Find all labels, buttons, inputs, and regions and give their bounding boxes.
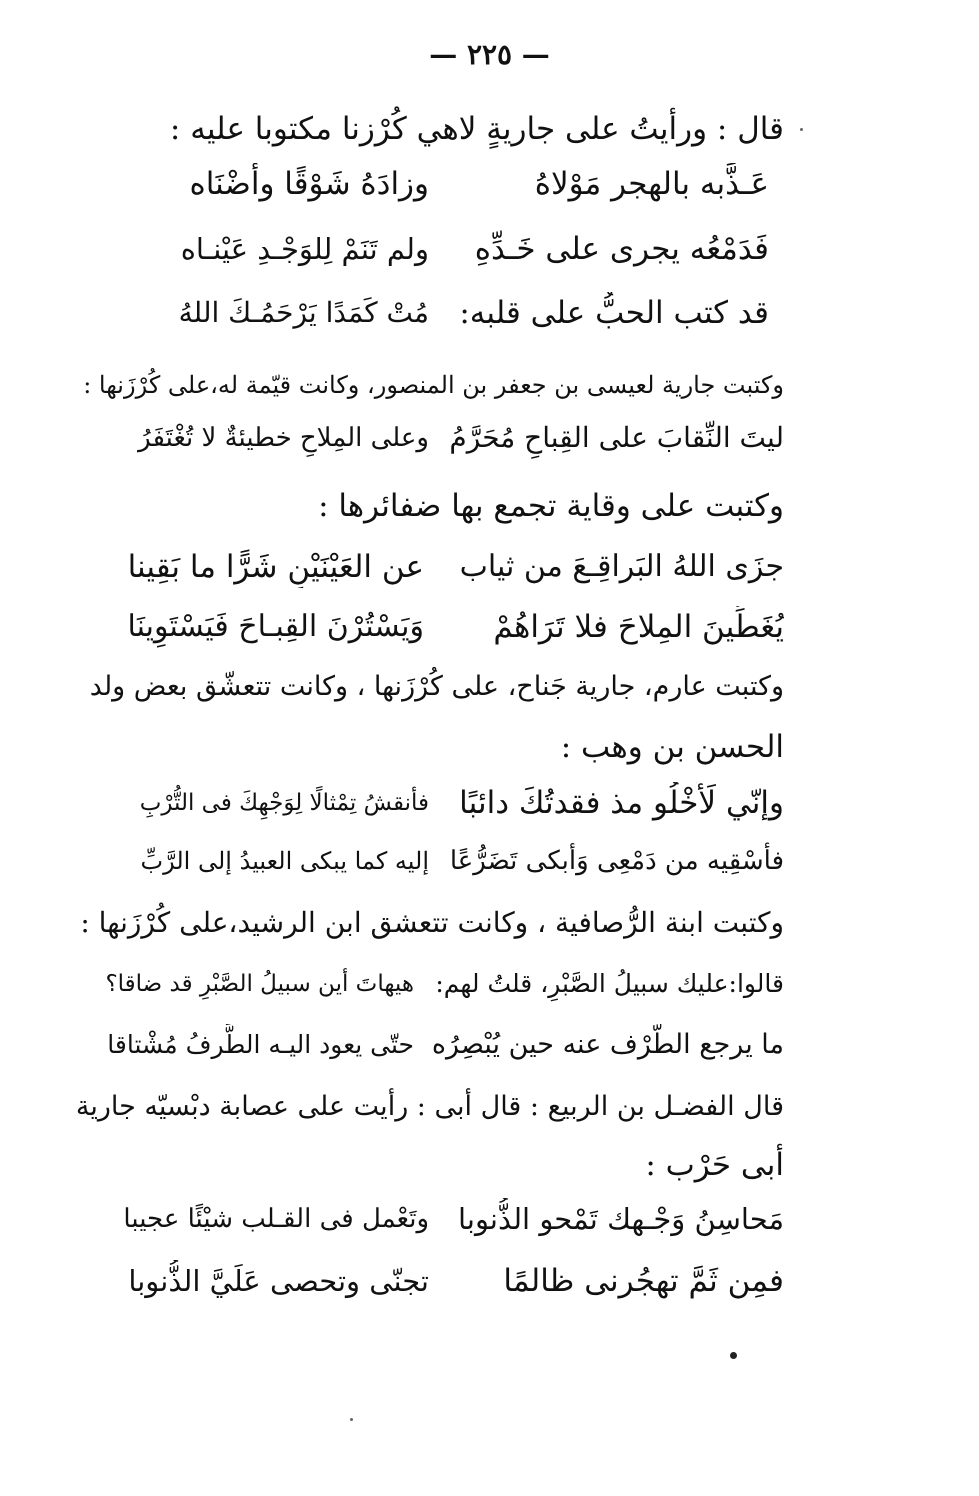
verse-first-hemistich: جزَى اللهُ البَراقِـعَ من ثياب (459, 549, 784, 584)
verse-first-hemistich: قالوا:عليك سبيلُ الصَّبْرِ، قلتُ لهم: (435, 969, 784, 998)
prose-line: وكتبت على وقاية تجمع بها ضفائرها : (318, 488, 784, 524)
verse-line (124, 546, 784, 588)
verse-second-hemistich: فأنقشُ تِمْثالًا لِوَجْهِكَ فى التُّرْبِ (139, 790, 429, 816)
verse-first-hemistich: قد كتب الحبُّ على قلبه: (459, 295, 769, 331)
prose-line: قال : ورأيتُ على جاريةٍ لاهي كُرْزنا مكتوبا عليه : (169, 111, 784, 147)
verse-first-hemistich: فَدَمْعُه يجرى على خَـدِّهِ (474, 231, 769, 267)
ink-speck (350, 1418, 353, 1421)
verse-line (129, 417, 784, 459)
verse-first-hemistich: فمِن ثَمَّ تهجُرنى ظالمًا (503, 1263, 784, 1299)
verse-first-hemistich: ليتَ النِّقابَ على القِباحِ مُحَرَّمُ (449, 421, 784, 454)
verse-second-hemistich: وزادَهُ شَوْقًا وأضْنَاه (189, 166, 429, 202)
page-number: — ٢٢٥ — (429, 38, 550, 71)
prose-line: وكتبت جارية لعيسى بن جعفر بن المنصور، وكانت قيّمة له،على كُرْزَنها : (83, 371, 784, 399)
verse-second-hemistich: إليه كما يبكى العبيدُ إلى الرَّبِّ (140, 847, 429, 875)
verse-first-hemistich: عَـذَّبه بالهجر مَوْلاهُ (534, 166, 769, 202)
verse-line (119, 1260, 784, 1302)
verse-first-hemistich: وإنّي لَأَخْلُو مذ فقدتُكَ دائبًا (459, 785, 784, 821)
prose-line: وكتبت ابنة الرُّصافية ، وكانت تتعشق ابن الرشيد،على كُرْزَنها : (80, 906, 784, 939)
prose-line: الحسن بن وهب : (560, 729, 784, 765)
verse-line (104, 1024, 784, 1066)
verse-second-hemistich: وَيَسْتُرْنَ القِبـاحَ فَيَسْتَوِينَا (127, 609, 424, 644)
verse-second-hemistich: مُتْ كَمَدًا يَرْحَمُـكَ اللهُ (179, 296, 429, 329)
verse-line (124, 606, 784, 648)
verse-line (129, 840, 784, 882)
verse-line (179, 292, 769, 334)
verse-second-hemistich: عن العَيْنَيْنِ شَرًّا ما بَقِينا (127, 549, 424, 585)
verse-second-hemistich: ولم تَنَمْ لِلوَجْـدِ عَيْنـاه (180, 232, 429, 266)
verse-first-hemistich: يُغَطِّينَ المِلاحَ فلا تَرَاهُمْ (493, 609, 784, 645)
prose-line: وكتبت عارم، جارية جَناح، على كُرْزَنها ، وكانت تتعشّق بعض ولد (89, 671, 784, 702)
verse-first-hemistich: فأسْقِيه من دَمْعِى وَأبكى تَضَرُّعًا (449, 846, 784, 876)
verse-line (119, 1198, 784, 1240)
verse-line (129, 782, 784, 824)
verse-second-hemistich: هيهاتَ أين سبيلُ الصَّبْرِ قد ضاقا؟ (105, 971, 414, 997)
verse-line (104, 963, 784, 1005)
ink-speck (800, 128, 803, 131)
verse-second-hemistich: وتَعْمل فى القـلب شيْئًا عجيبا (123, 1204, 429, 1234)
verse-line (179, 163, 769, 205)
verse-second-hemistich: تجنّى وتحصى عَلَيَّ الذُّنوبا (128, 1264, 429, 1298)
verse-second-hemistich: وعلى المِلاحِ خطيئةٌ لا تُغْتَفَرُ (138, 423, 429, 453)
verse-first-hemistich: مَحاسِنُ وَجْـهك تَمْحو الذُّنوبا (458, 1202, 784, 1236)
prose-line: قال الفضـل بن الربيع : قال أبى : رأيت على عصابة دبْسيّه جارية (75, 1091, 784, 1122)
verse-first-hemistich: ما يرجع الطَّرْف عنه حين يُبْصِرُه (431, 1029, 784, 1060)
verse-second-hemistich: حتّى يعود اليـه الطَّرفُ مُشْتاقا (107, 1030, 414, 1059)
ink-dot (730, 1352, 737, 1359)
prose-line: أبى حَرْب : (645, 1147, 784, 1183)
verse-line (179, 228, 769, 270)
